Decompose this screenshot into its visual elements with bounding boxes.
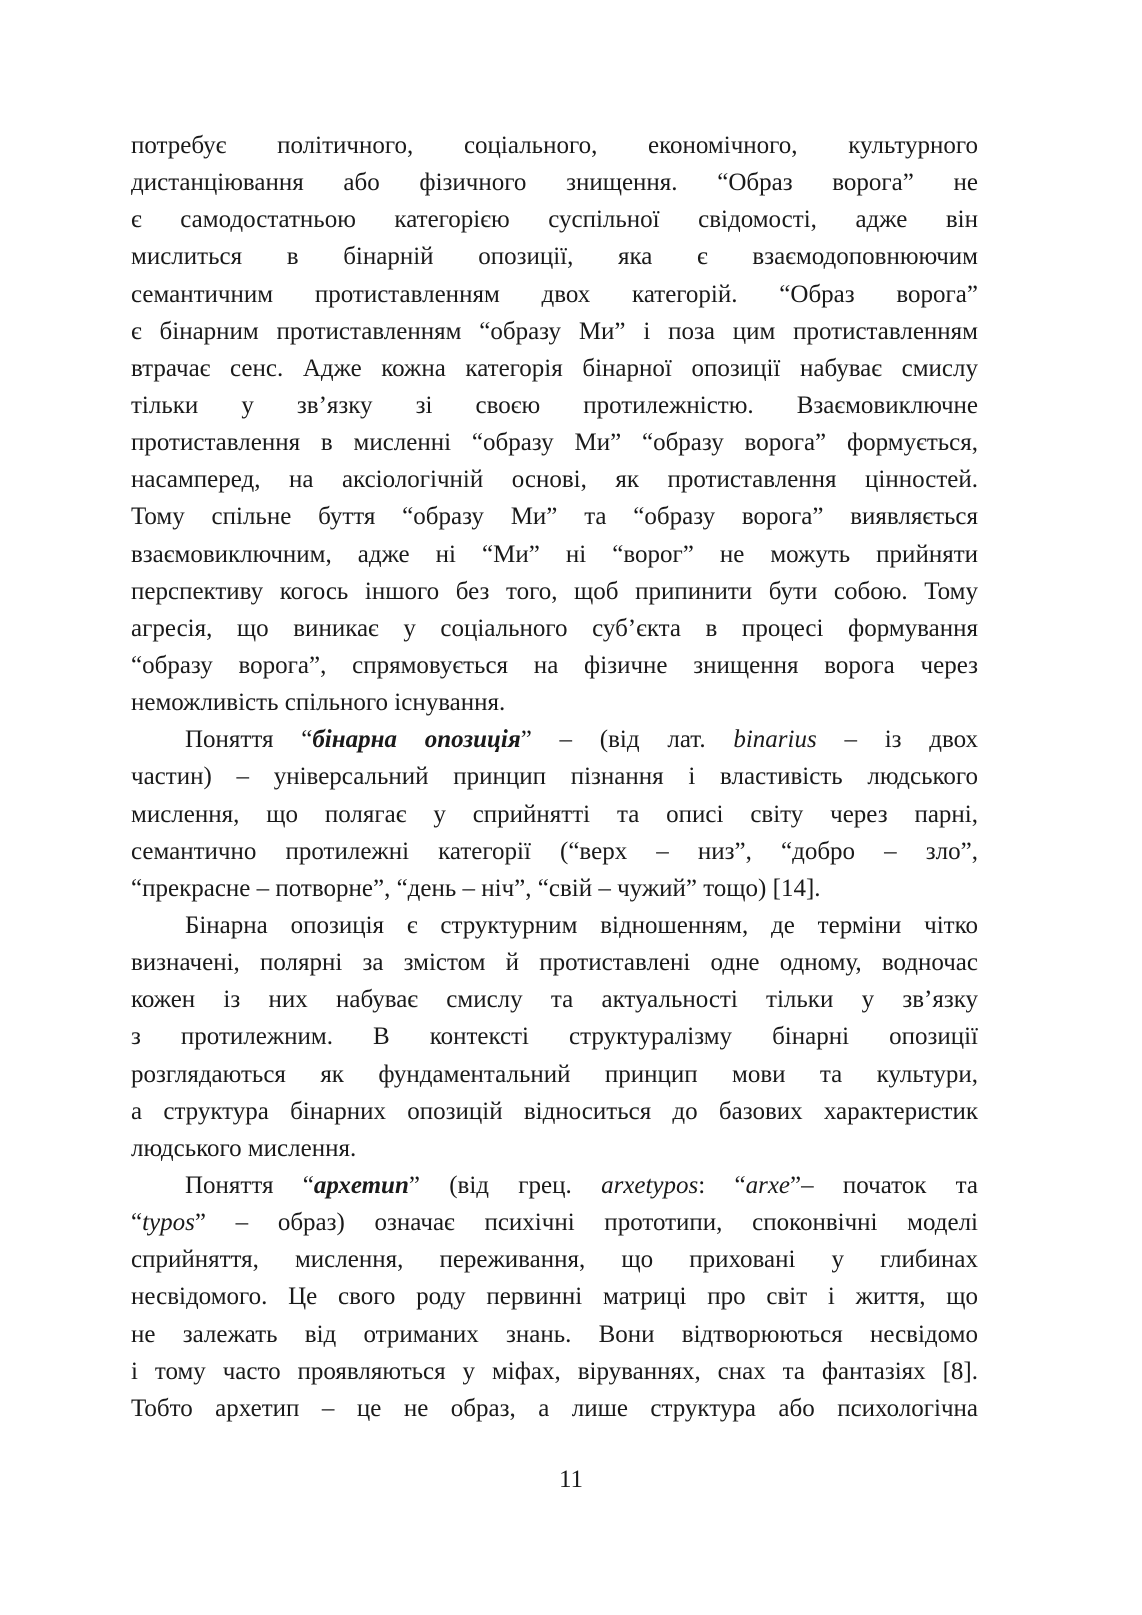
text-line [131, 536, 978, 573]
text-line [131, 350, 978, 387]
text-line [131, 610, 978, 647]
text-line [131, 1204, 978, 1241]
text-run: мислення, що полягає у сприйнятті та описі світу через парні, [131, 800, 978, 828]
text-run: Поняття “ [185, 1171, 314, 1199]
paragraph [131, 127, 978, 721]
foreign-term: arxetypos [601, 1171, 699, 1199]
text-line [131, 647, 978, 684]
text-line [131, 164, 978, 201]
body-text [131, 127, 978, 1427]
text-run: Тобто архетип – це не образ, а лише структура або психологічна [131, 1394, 978, 1422]
text-run: людського мислення. [131, 1134, 357, 1162]
paragraph [131, 1167, 978, 1427]
text-run: “ [131, 1209, 143, 1237]
text-run: з протилежним. В контексті структуралізму бінарні опозиції [131, 1023, 978, 1051]
text-line [131, 870, 978, 907]
page-number: 11 [558, 1466, 584, 1493]
text-line [131, 1316, 978, 1353]
text-run: “прекрасне – потворне”, “день – ніч”, “свій – чужий” тощо) [14]. [131, 874, 821, 902]
text-run: Поняття “ [185, 726, 313, 754]
text-run: протиставлення в мисленні “образу Ми” “образу ворога” формується, [131, 429, 978, 457]
text-line [131, 1241, 978, 1278]
text-line [131, 907, 978, 944]
text-line [131, 1167, 978, 1204]
text-line [131, 684, 978, 721]
text-line [131, 127, 978, 164]
text-run: Тому спільне буття “образу Ми” та “образу ворога” виявляється [131, 503, 978, 531]
text-run: ”– початок та [790, 1171, 978, 1199]
text-line [131, 1390, 978, 1427]
text-line [131, 1093, 978, 1130]
text-run: семантично протилежні категорії (“верх – низ”, “добро – зло”, [131, 837, 978, 865]
text-run: і тому часто проявляються у міфах, віруваннях, снах та фантазіях [8]. [131, 1357, 978, 1385]
text-run: взаємовиключним, адже ні “Ми” ні “ворог” не можуть прийняти [131, 540, 978, 568]
text-run: не залежать від отриманих знань. Вони відтворюються несвідомо [131, 1320, 978, 1348]
text-run: визначені, полярні за змістом й протиставлені одне одному, водночас [131, 949, 978, 977]
text-line [131, 758, 978, 795]
text-line [131, 981, 978, 1018]
text-line [131, 461, 978, 498]
text-run: ” – образ) означає психічні прототипи, споконвічні моделі [194, 1209, 978, 1237]
text-run: агресія, що виникає у соціального суб’єкта в процесі формування [131, 614, 978, 642]
text-run: розглядаються як фундаментальний принцип мови та культури, [131, 1060, 978, 1088]
text-line [131, 573, 978, 610]
text-run: кожен із них набуває смислу та актуальності тільки у зв’язку [131, 986, 978, 1014]
text-run: а структура бінарних опозицій відноситься до базових характеристик [131, 1097, 978, 1125]
text-line [131, 1056, 978, 1093]
text-run: насамперед, на аксіологічній основі, як протиставлення цінностей. [131, 466, 978, 494]
text-line [131, 944, 978, 981]
text-run: сприйняття, мислення, переживання, що приховані у глибинах [131, 1246, 978, 1274]
text-run: перспективу когось іншого без того, щоб припинити бути собою. Тому [131, 577, 978, 605]
text-run: мислиться в бінарній опозиції, яка є взаємодоповнюючим [131, 243, 978, 271]
term-emphasis: архетип [313, 1171, 409, 1199]
text-line [131, 721, 978, 758]
text-line [131, 238, 978, 275]
text-line [131, 833, 978, 870]
text-line [131, 796, 978, 833]
text-run: ” – (від лат. [520, 726, 734, 754]
text-run: є самодостатньою категорією суспільної свідомості, адже він [131, 206, 978, 234]
text-run: тільки у зв’язку зі своєю протилежністю. Взаємовиключне [131, 391, 978, 419]
text-run: неможливість спільного існування. [131, 689, 506, 717]
text-run: є бінарним протиставленням “образу Ми” і поза цим протиставленням [131, 317, 978, 345]
text-line [131, 276, 978, 313]
text-run: семантичним протиставленням двох категорій. “Образ ворога” [131, 280, 978, 308]
text-run: дистанціювання або фізичного знищення. “Образ ворога” не [131, 169, 978, 197]
text-line [131, 313, 978, 350]
text-run: несвідомого. Це свого роду первинні матриці про світ і життя, що [131, 1283, 978, 1311]
text-line [131, 1278, 978, 1315]
paragraph [131, 907, 978, 1167]
text-run: “образу ворога”, спрямовується на фізичне знищення ворога через [131, 651, 978, 679]
paragraph [131, 721, 978, 907]
text-line [131, 1018, 978, 1055]
text-line [131, 387, 978, 424]
text-run: – із двох [816, 726, 978, 754]
text-line [131, 1130, 978, 1167]
foreign-term: binarius [733, 726, 817, 754]
foreign-term: arxe [745, 1171, 791, 1199]
text-line [131, 498, 978, 535]
text-run: частин) – універсальний принцип пізнання і властивість людського [131, 763, 978, 791]
text-line [131, 1353, 978, 1390]
text-run: : “ [698, 1171, 746, 1199]
text-run: ” (від грец. [408, 1171, 602, 1199]
text-run: Бінарна опозиція є структурним відношенням, де терміни чітко [185, 911, 978, 939]
text-run: потребує політичного, соціального, економічного, культурного [131, 132, 978, 159]
text-line [131, 424, 978, 461]
text-run: втрачає сенс. Адже кожна категорія бінарної опозиції набуває смислу [131, 354, 978, 382]
text-line [131, 201, 978, 238]
term-emphasis: бінарна опозиція [312, 726, 521, 754]
foreign-term: typos [142, 1209, 195, 1237]
